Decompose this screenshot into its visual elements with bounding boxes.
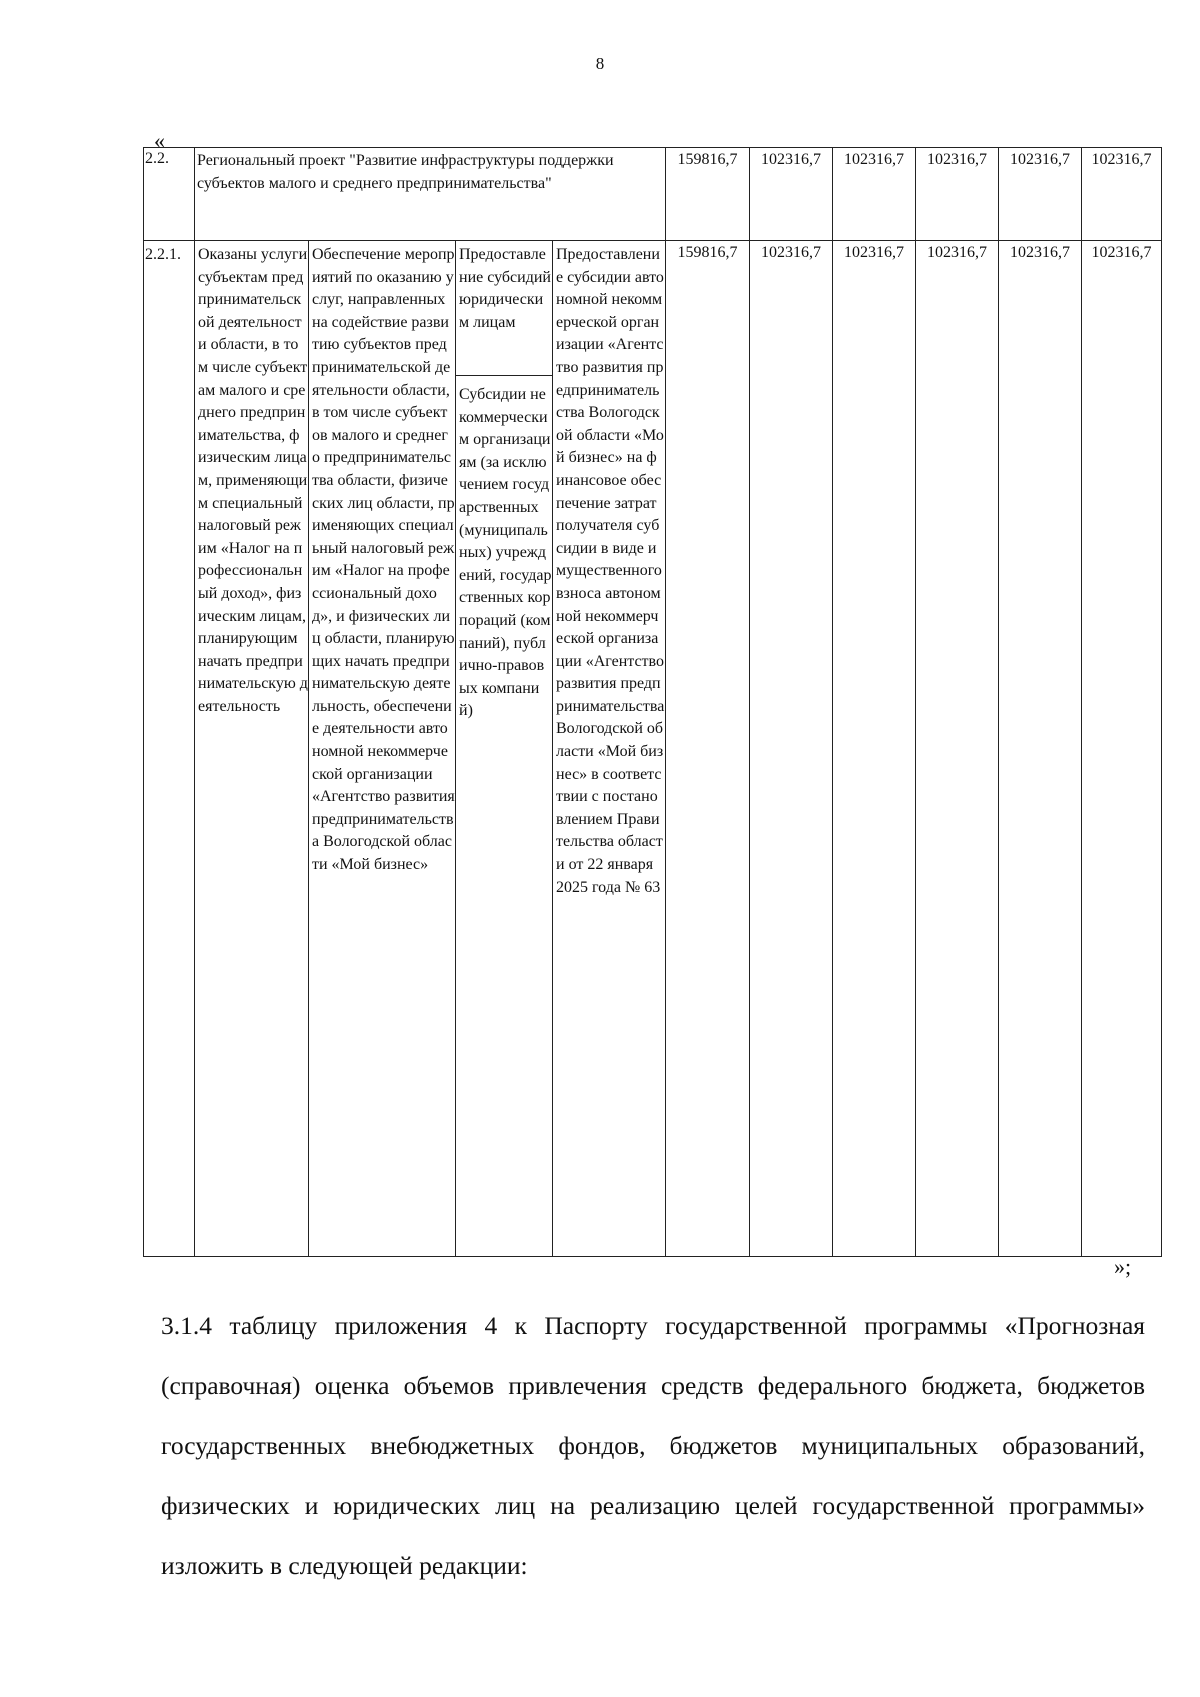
- amount-cell: 102316,7: [916, 148, 999, 241]
- table-row: [144, 148, 1162, 241]
- amount-cell: 102316,7: [916, 241, 999, 1257]
- amount-cell: 102316,7: [750, 241, 833, 1257]
- amount-cell: 102316,7: [1082, 241, 1162, 1257]
- amount-cell: 102316,7: [999, 241, 1082, 1257]
- amount-cell: 102316,7: [833, 148, 916, 241]
- amendment-paragraph: 3.1.4 таблицу приложения 4 к Паспорту государственной программы «Прогнозная (справочная) оценка объемов привлечения средств федерального бюджета, бюджетов государственных внебюджетных фондов, бюджетов муниципальных образований, физических и юридических лиц на реализацию целей государственной программы» изложить в следующей редакции:: [161, 1311, 1145, 1580]
- row-number-cell: 2.2.1.: [144, 241, 195, 1257]
- closing-quote-mark: »;: [1114, 1254, 1132, 1279]
- result-description-cell: Оказаны услуги субъектам предпринимательской деятельности области, в том числе субъектам малого и среднего предпринимательства, физическим лицам, применяющим специальный налоговый режим «Налог на профессиональный доход», физическим лицам, планирующим начать предпринимательскую деятельность: [195, 241, 309, 1257]
- program-activities-table: [143, 147, 1162, 1257]
- amount-cell: 102316,7: [1082, 148, 1162, 241]
- subsidy-type-top: Предоставление субсидий юридическим лицам: [456, 241, 552, 376]
- regional-project-title-cell: Региональный проект "Развитие инфраструктуры поддержки субъектов малого и среднего предпринимательства": [195, 148, 666, 241]
- activity-description-cell: Обеспечение мероприятий по оказанию услуг, направленных на содействие развитию субъектов предпринимательской деятельности области, в том числе субъектов малого и среднего предпринимательства области, физических лиц области, применяющих специальный налоговый режим «Налог на профессиональный доход», и физических лиц области, планирующих начать предпринимательскую деятельность, обеспечение деятельности автономной некоммерческой организации «Агентство развития предпринимательства Вологодской области «Мой бизнес»: [309, 241, 456, 1257]
- row-number-cell: 2.2.: [144, 148, 195, 241]
- amount-cell: 159816,7: [666, 148, 750, 241]
- table-row: [144, 241, 1162, 1257]
- amount-cell: 102316,7: [999, 148, 1082, 241]
- subsidy-type-cell: [456, 241, 553, 1257]
- amount-cell: 102316,7: [833, 241, 916, 1257]
- amount-cell: 102316,7: [750, 148, 833, 241]
- amount-cell: 159816,7: [666, 241, 750, 1257]
- subsidy-purpose-cell: Предоставление субсидии автономной некоммерческой организации «Агентство развития предпринимательства Вологодской области «Мой бизнес» на финансовое обеспечение затрат получателя субсидии в виде имущественного взноса автономной некоммерческой организации «Агентство развития предпринимательства Вологодской области «Мой бизнес» в соответствии с постановлением Правительства области от 22 января 2025 года № 63: [553, 241, 666, 1257]
- subsidy-type-bottom: Субсидии некоммерческим организациям (за исключением государственных (муниципальных) учреждений, государственных корпораций (компаний), публично-правовых компаний): [459, 386, 552, 720]
- page-number: 8: [595, 54, 605, 73]
- opening-quote-mark: «: [154, 128, 165, 153]
